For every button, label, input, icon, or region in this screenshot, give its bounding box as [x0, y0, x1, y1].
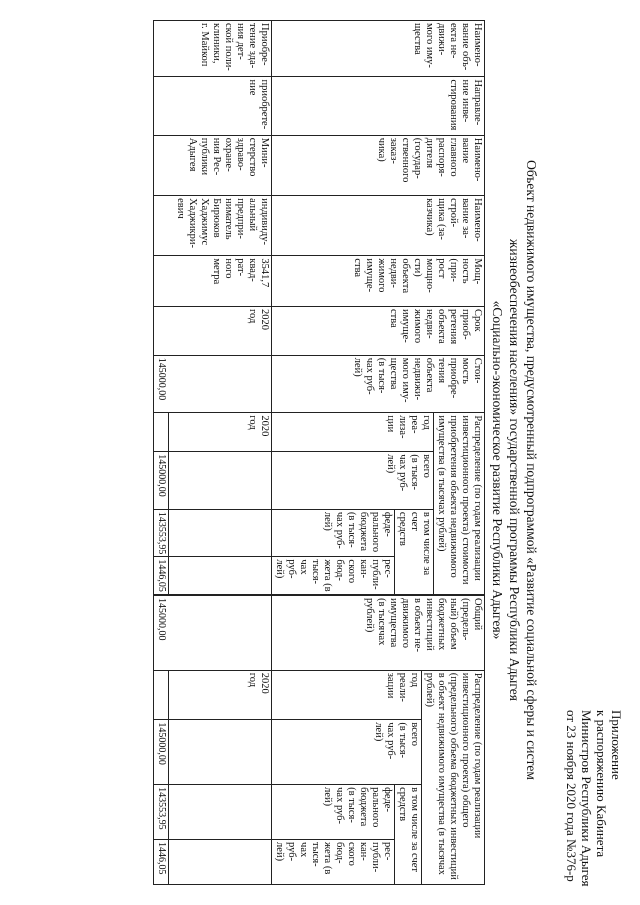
appendix-line: Приложение [609, 710, 624, 780]
cell-direction: приобрете- ние [154, 77, 272, 135]
header-including: в том числе за счет средств [395, 509, 434, 594]
cell-empty [169, 509, 272, 557]
appendix-line: от 23 ноября 2020 года №376-р [564, 710, 579, 882]
cell-empty [169, 557, 272, 595]
header-capacity: Мощ- ность (при- рост мощно- сти) объекта недви- жимого имуще- ства [272, 256, 485, 307]
side-table [153, 595, 485, 885]
cell-empty [169, 720, 272, 785]
cell-total: 145000,00 [154, 720, 169, 785]
table-row [169, 596, 272, 885]
header-direction: Направле- ние инве- стирования [272, 77, 485, 135]
cell-republic: 1446,05 [154, 840, 169, 885]
appendix-line: Министров Республики Адыгея [579, 710, 594, 887]
title-line: «Социально-экономическое развитие Республики Адыгея» [490, 300, 505, 640]
cell-developer: индивиду- альный предпри- ниматель Бирюков Хаджимус Хаджикри- евич [154, 196, 272, 256]
cell-capacity: 3541,7 квад- рат- ного метра [154, 256, 272, 307]
header-total: всего (в тыся- чах руб- лей) [272, 720, 422, 785]
header-year: год реали- зации [272, 670, 422, 720]
appendix-line: к распоряжению Кабинета [594, 710, 609, 858]
cell-term: 2020 год [154, 307, 272, 356]
document-title [489, 95, 540, 845]
cell-federal: 143553,95 [154, 509, 169, 557]
cell-cost: 145000,00 [154, 355, 272, 413]
cell-empty [154, 413, 169, 452]
header-object-name: Наимено- вание объ- екта не- движи- мого иму- щества [272, 21, 485, 77]
header-year: год реа- лиза- ции [272, 413, 434, 452]
header-term: Срок приоб- ретения объекта недви- жимого имуще- ства [272, 307, 485, 356]
header-distribution: Распределение (по годам реализации инвестиционного проекта) общего (предельного) объема бюджетных инвестиций в объект недвижимого имущества (в тысячах рублей) [422, 670, 485, 884]
header-distribution: Распределение (по годам реализации инвестиционного проекта) стоимости приобретения объекта недвижимого имущества (в тысячах рублей) [434, 413, 485, 595]
main-table [153, 20, 485, 595]
header-developer: Наимено- вание за- строй- щика (за- казчика) [272, 196, 485, 256]
appendix-block [564, 710, 624, 887]
header-federal: феде- рального бюджета (в тыся- чах руб- лей) [272, 785, 395, 840]
cell-empty [169, 452, 272, 510]
cell-object-name: Приобре- тение зда- ния дет- ской поли- клиники, г. Майкоп [154, 21, 272, 77]
header-customer: Наимено- вание главного распоря- дителя (государ- ственного заказ- чика) [272, 135, 485, 195]
cell-federal: 143553,95 [154, 785, 169, 840]
cell-customer: Мини- стерство здраво- охране- ния Рес- публики Адыгея [154, 135, 272, 195]
cell-year: 2020 год [169, 413, 272, 452]
table-row [169, 21, 272, 595]
header-total: всего (в тыся- чах руб- лей) [272, 452, 434, 510]
header-including: в том числе за счет средств [395, 785, 422, 885]
cell-empty [154, 670, 169, 720]
title-line: жизнеобеспечения населения» государственной программы Республики Адыгея [507, 239, 522, 701]
cell-republic: 1446,05 [154, 557, 169, 595]
cell-year: 2020 год [169, 670, 272, 720]
header-federal: феде- рального бюджета (в тыся- чах руб- лей) [272, 509, 395, 557]
header-cost: Стои- мость приобре- тения объекта недвижи- мого иму- щества (в тыся- чах руб- лей) [272, 355, 485, 413]
cell-general-volume: 145000,00 [154, 596, 272, 671]
cell-total: 145000,00 [154, 452, 169, 510]
cell-empty [169, 840, 272, 885]
cell-empty [169, 785, 272, 840]
header-republic: рес- публи- кан- ского бюд- жета (в тыся- чах руб- лей) [272, 840, 395, 885]
header-general-volume: Общий (предель- ный) объем бюджетных инвестиций в объект не- движимого имущества (в тысячах рублей) [272, 596, 485, 671]
title-line: Объект недвижимого имущества, предусмотренный подпрограммой «Развитие социальной сферы и систем [524, 160, 539, 780]
header-republic: рес- публи- кан- ского бюд- жета (в тыся- чах руб- лей) [272, 557, 395, 595]
